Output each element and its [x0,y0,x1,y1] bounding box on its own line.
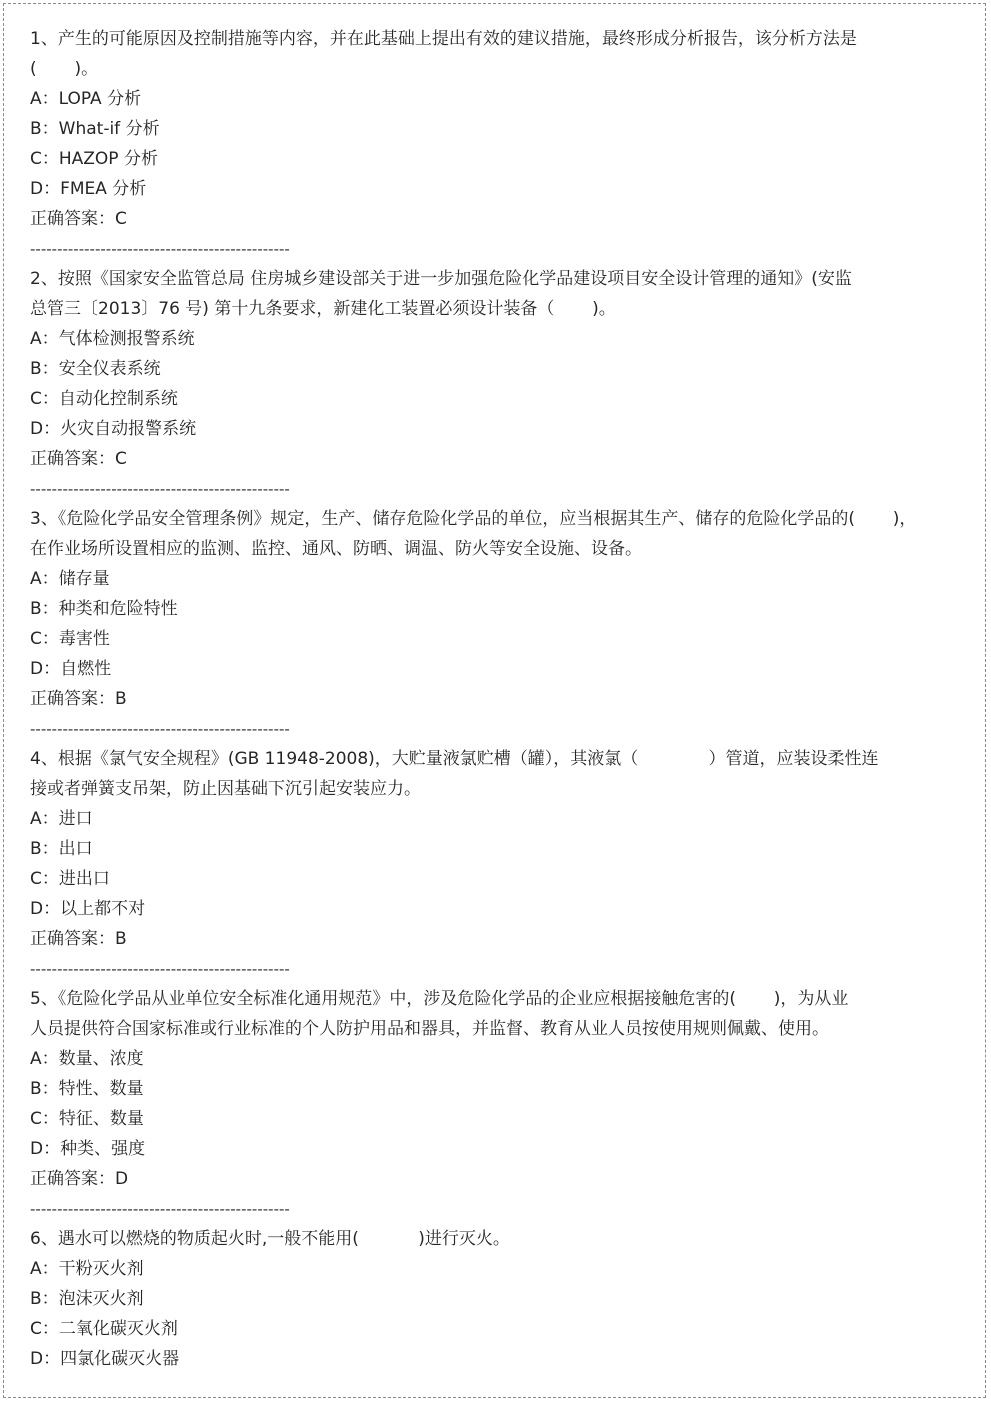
question-block [30,504,917,744]
correct-answer: 正确答案：C [30,209,127,229]
question-stem: 在作业场所设置相应的监测、监控、通风、防晒、调温、防火等安全设施、设备。 [30,539,642,559]
answer-option: C：自动化控制系统 [30,389,178,409]
correct-answer: 正确答案：C [30,449,127,469]
separator-line: ------------------------------------------------ [30,1200,290,1218]
answer-option: D：种类、强度 [30,1139,146,1159]
answer-option: B：特性、数量 [30,1079,144,1099]
answer-option: C：HAZOP 分析 [30,149,158,169]
answer-option: C：特征、数量 [30,1109,144,1129]
answer-option: A：进口 [30,809,93,829]
answer-option: D：自燃性 [30,659,112,679]
correct-answer: 正确答案：B [30,689,127,709]
question-block [30,264,910,504]
question-stem: ( )。 [30,59,99,79]
separator-line: ------------------------------------------------ [30,720,290,738]
separator-line: ------------------------------------------------ [30,240,290,258]
correct-answer: 正确答案：D [30,1169,129,1189]
question-list [30,24,917,1374]
question-stem: 5、《危险化学品从业单位安全标准化通用规范》中，涉及危险化学品的企业应根据接触危害的( )，为从业 [30,989,849,1009]
answer-option: B：安全仪表系统 [30,359,161,379]
answer-option: D：火灾自动报警系统 [30,419,197,439]
answer-option: D：四氯化碳灭火器 [30,1349,180,1369]
answer-option: D：以上都不对 [30,899,146,919]
question-stem: 4、根据《氯气安全规程》(GB 11948-2008)，大贮量液氯贮槽（罐），其液氯（ ）管道，应装设柔性连 [30,749,879,769]
question-stem: 1、产生的可能原因及控制措施等内容，并在此基础上提出有效的建议措施，最终形成分析报告，该分析方法是 [30,29,857,49]
answer-option: A：干粉灭火剂 [30,1259,144,1279]
answer-option: D：FMEA 分析 [30,179,147,199]
answer-option: B：What-if 分析 [30,119,160,139]
question-block [30,744,910,984]
question-stem: 3、《危险化学品安全管理条例》规定，生产、储存危险化学品的单位，应当根据其生产、储存的危险化学品的( )， [30,509,917,529]
question-stem: 6、遇水可以燃烧的物质起火时,一般不能用( )进行灭火。 [30,1229,510,1249]
answer-option: A：数量、浓度 [30,1049,144,1069]
question-block [30,1224,910,1374]
question-stem: 接或者弹簧支吊架，防止因基础下沉引起安装应力。 [30,779,421,799]
answer-option: B：出口 [30,839,93,859]
question-stem: 2、按照《国家安全监管总局 住房城乡建设部关于进一步加强危险化学品建设项目安全设计管理的通知》(安监 [30,269,852,289]
answer-option: B：种类和危险特性 [30,599,178,619]
question-block [30,24,910,264]
answer-option: A：储存量 [30,569,110,589]
question-stem: 人员提供符合国家标准或行业标准的个人防护用品和器具，并监督、教育从业人员按使用规则佩戴、使用。 [30,1019,829,1039]
separator-line: ------------------------------------------------ [30,960,290,978]
separator-line: ------------------------------------------------ [30,480,290,498]
correct-answer: 正确答案：B [30,929,127,949]
question-block [30,984,910,1224]
answer-option: A：LOPA 分析 [30,89,142,109]
answer-option: C：毒害性 [30,629,110,649]
answer-option: C：二氧化碳灭火剂 [30,1319,178,1339]
answer-option: C：进出口 [30,869,110,889]
question-stem: 总管三〔2013〕76 号) 第十九条要求，新建化工装置必须设计装备（ )。 [30,299,616,319]
answer-option: A：气体检测报警系统 [30,329,195,349]
answer-option: B：泡沫灭火剂 [30,1289,144,1309]
